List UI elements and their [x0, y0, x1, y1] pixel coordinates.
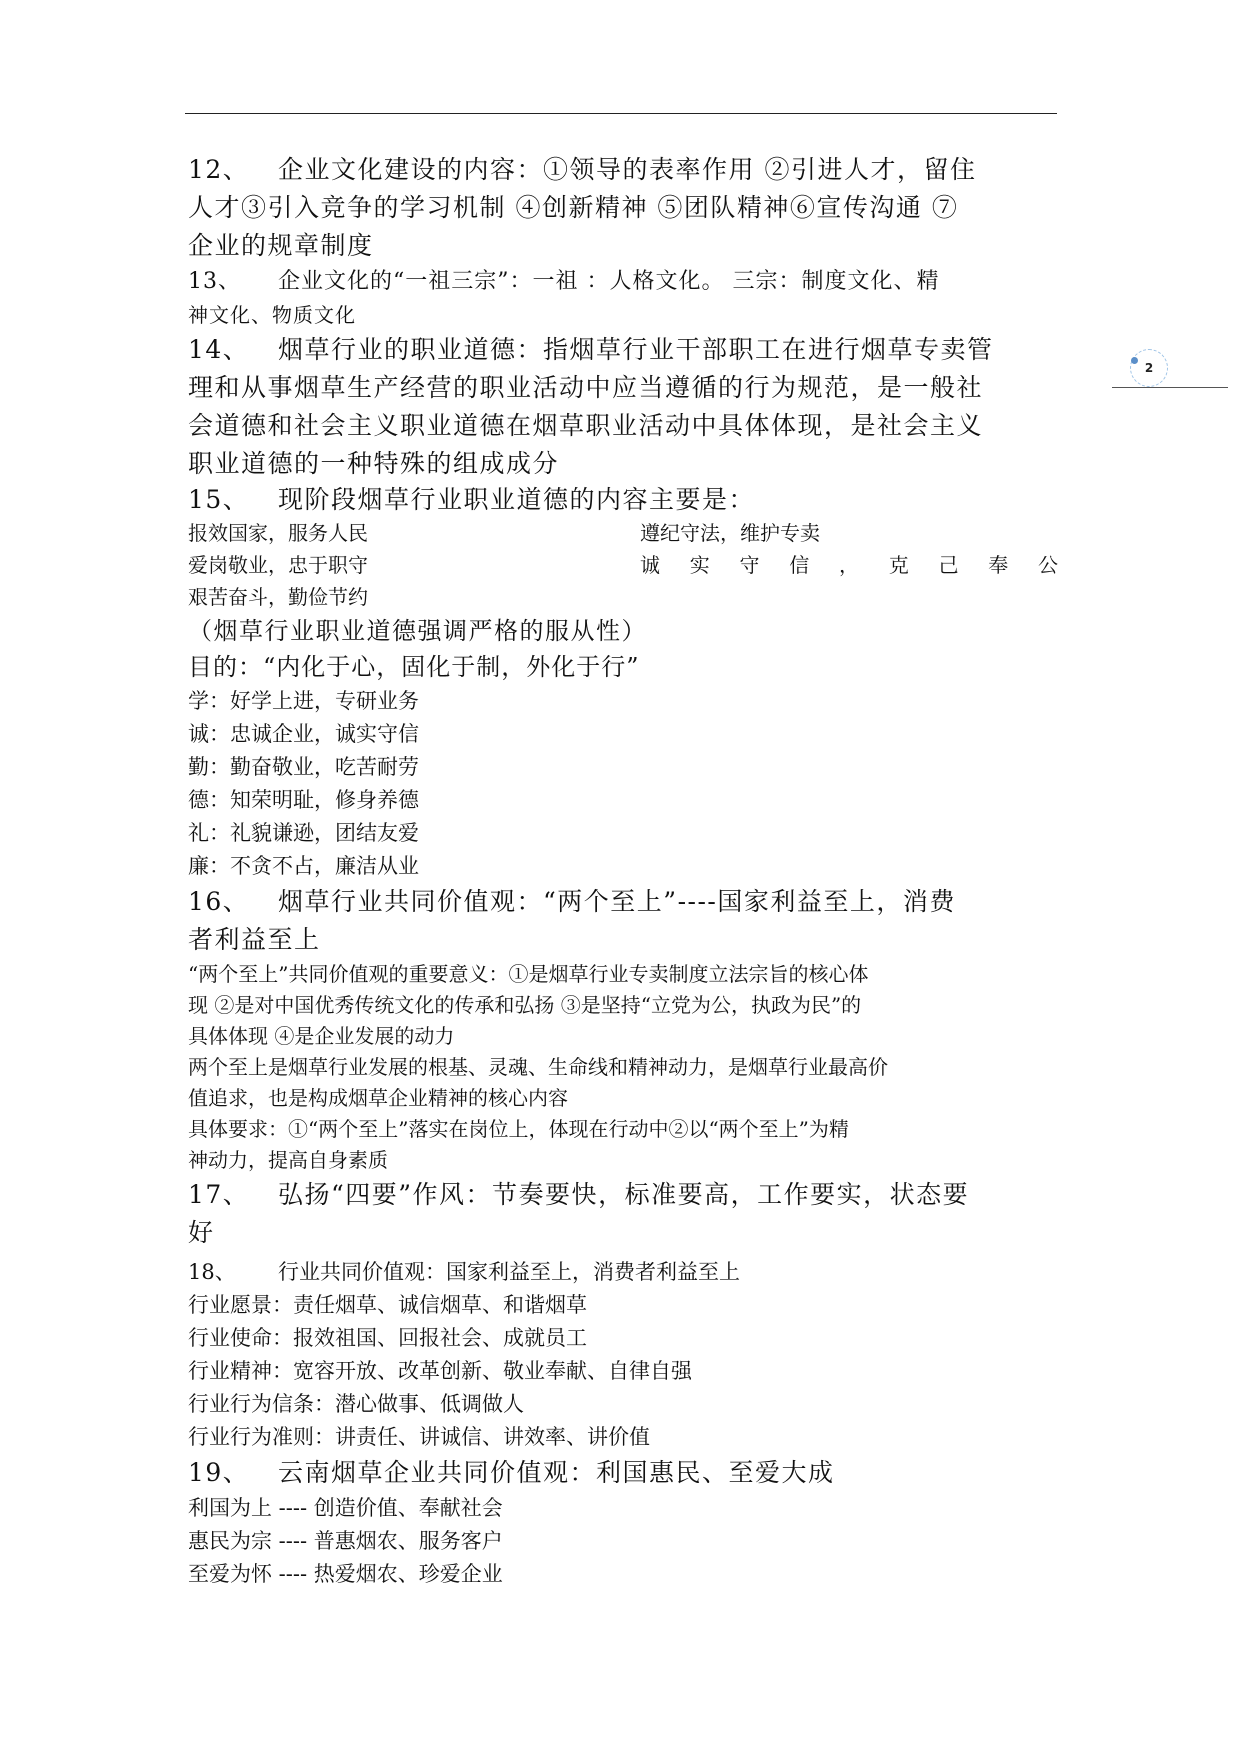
section-number: 19、	[188, 1458, 250, 1487]
ethics-row	[188, 517, 1058, 549]
section-18	[188, 1256, 1058, 1454]
section-text: 企业文化的“一祖三宗”：一祖 ：人格文化。 三宗：制度文化、精	[278, 269, 940, 294]
ethics-row	[188, 581, 1058, 613]
ethics-row	[188, 549, 1058, 581]
industry-item: 行业使命：报效祖国、回报社会、成就员工	[188, 1326, 587, 1350]
virtue-item: 廉：不贪不占，廉洁从业	[188, 854, 419, 878]
section-text: 云南烟草企业共同价值观：利国惠民、至爱大成	[278, 1458, 835, 1487]
section-text: 烟草行业共同价值观：“两个至上”----国家利益至上，消费	[278, 887, 956, 916]
badge-dot-icon	[1131, 357, 1138, 364]
section-line: 会道德和社会主义职业道德在烟草职业活动中具体体现，是社会主义	[188, 411, 984, 440]
section-number: 15、	[188, 485, 250, 514]
section-line: 人才③引入竞争的学习机制 ④创新精神 ⑤团队精神⑥宣传沟通 ⑦	[188, 193, 959, 222]
virtue-item: 礼：礼貌谦逊，团结友爱	[188, 821, 419, 845]
virtue-item: 学：好学上进，专研业务	[188, 689, 419, 713]
section-text: 弘扬“四要”作风：节奏要快，标准要高，工作要实，状态要	[278, 1180, 970, 1209]
section-line: 企业的规章制度	[188, 231, 374, 260]
ethics-item: 艰苦奋斗，勤俭节约	[188, 585, 368, 609]
section-line: 好	[188, 1218, 215, 1247]
significance-line: “两个至上”共同价值观的重要意义：①是烟草行业专卖制度立法宗旨的核心体	[188, 962, 869, 986]
section-line: 职业道德的一种特殊的组成成分	[188, 449, 560, 478]
section-number: 14、	[188, 335, 250, 364]
industry-item: 行业行为准则：讲责任、讲诚信、讲效率、讲价值	[188, 1425, 650, 1449]
ethics-item-spread: 诚 实 守 信 ， 克 己 奉 公	[640, 553, 1058, 577]
section-line: 理和从事烟草生产经营的职业活动中应当遵循的行为规范，是一般社	[188, 373, 984, 402]
ethics-item: 报效国家，服务人民	[188, 521, 368, 545]
section-number: 18、	[188, 1260, 236, 1284]
section-12	[188, 151, 1058, 265]
value-item: 至爱为怀 ---- 热爱烟农、珍爱企业	[188, 1562, 503, 1586]
purpose-line: 目的：“内化于心，固化于制，外化于行”	[188, 653, 640, 681]
requirement-line: 神动力，提高自身素质	[188, 1148, 388, 1172]
value-item: 利国为上 ---- 创造价值、奉献社会	[188, 1496, 503, 1520]
value-item: 惠民为宗 ---- 普惠烟农、服务客户	[188, 1529, 503, 1553]
industry-item: 行业愿景：责任烟草、诚信烟草、和谐烟草	[188, 1293, 587, 1317]
section-number: 16、	[188, 887, 250, 916]
section-14	[188, 331, 1058, 483]
ethics-item: 爱岗敬业，忠于职守	[188, 553, 368, 577]
industry-item: 行业精神：宽容开放、改革创新、敬业奉献、自律自强	[188, 1359, 692, 1383]
page-number-badge	[1112, 349, 1228, 391]
page-number: 2	[1130, 349, 1168, 387]
foundation-line: 值追求，也是构成烟草企业精神的核心内容	[188, 1086, 568, 1110]
header-rule	[185, 113, 1057, 114]
section-line: 者利益至上	[188, 925, 321, 954]
ethics-item: 遵纪守法，维护专卖	[640, 521, 820, 545]
virtue-item: 德：知荣明耻，修身养德	[188, 788, 419, 812]
section-text: 企业文化建设的内容：①领导的表率作用 ②引进人才，留住	[278, 155, 977, 184]
section-text: 烟草行业的职业道德：指烟草行业干部职工在进行烟草专卖管	[278, 335, 994, 364]
section-number: 13、	[188, 269, 241, 294]
requirement-line: 具体要求：①“两个至上”落实在岗位上，体现在行动中②以“两个至上”为精	[188, 1117, 849, 1141]
section-number: 12、	[188, 155, 250, 184]
virtue-item: 诚：忠诚企业，诚实守信	[188, 722, 419, 746]
section-19	[188, 1454, 1058, 1591]
significance-line: 具体体现 ④是企业发展的动力	[188, 1024, 455, 1048]
document-body	[188, 151, 1058, 1591]
section-number: 17、	[188, 1180, 250, 1209]
section-13	[188, 265, 1058, 331]
virtue-item: 勤：勤奋敬业，吃苦耐劳	[188, 755, 419, 779]
badge-underline	[1112, 387, 1228, 388]
ethics-note: （烟草行业职业道德强调严格的服从性）	[188, 617, 647, 645]
section-15	[188, 483, 1058, 883]
section-17	[188, 1176, 1058, 1252]
significance-line: 现 ②是对中国优秀传统文化的传承和弘扬 ③是坚持“立党为公，执政为民”的	[188, 993, 862, 1017]
section-text: 现阶段烟草行业职业道德的内容主要是：	[278, 485, 756, 514]
industry-item: 行业行为信条：潜心做事、低调做人	[188, 1392, 524, 1416]
section-16	[188, 883, 1058, 1176]
section-line: 神文化、物质文化	[188, 303, 356, 327]
section-text: 行业共同价值观：国家利益至上，消费者利益至上	[278, 1260, 740, 1284]
foundation-line: 两个至上是烟草行业发展的根基、灵魂、生命线和精神动力，是烟草行业最高价	[188, 1055, 888, 1079]
